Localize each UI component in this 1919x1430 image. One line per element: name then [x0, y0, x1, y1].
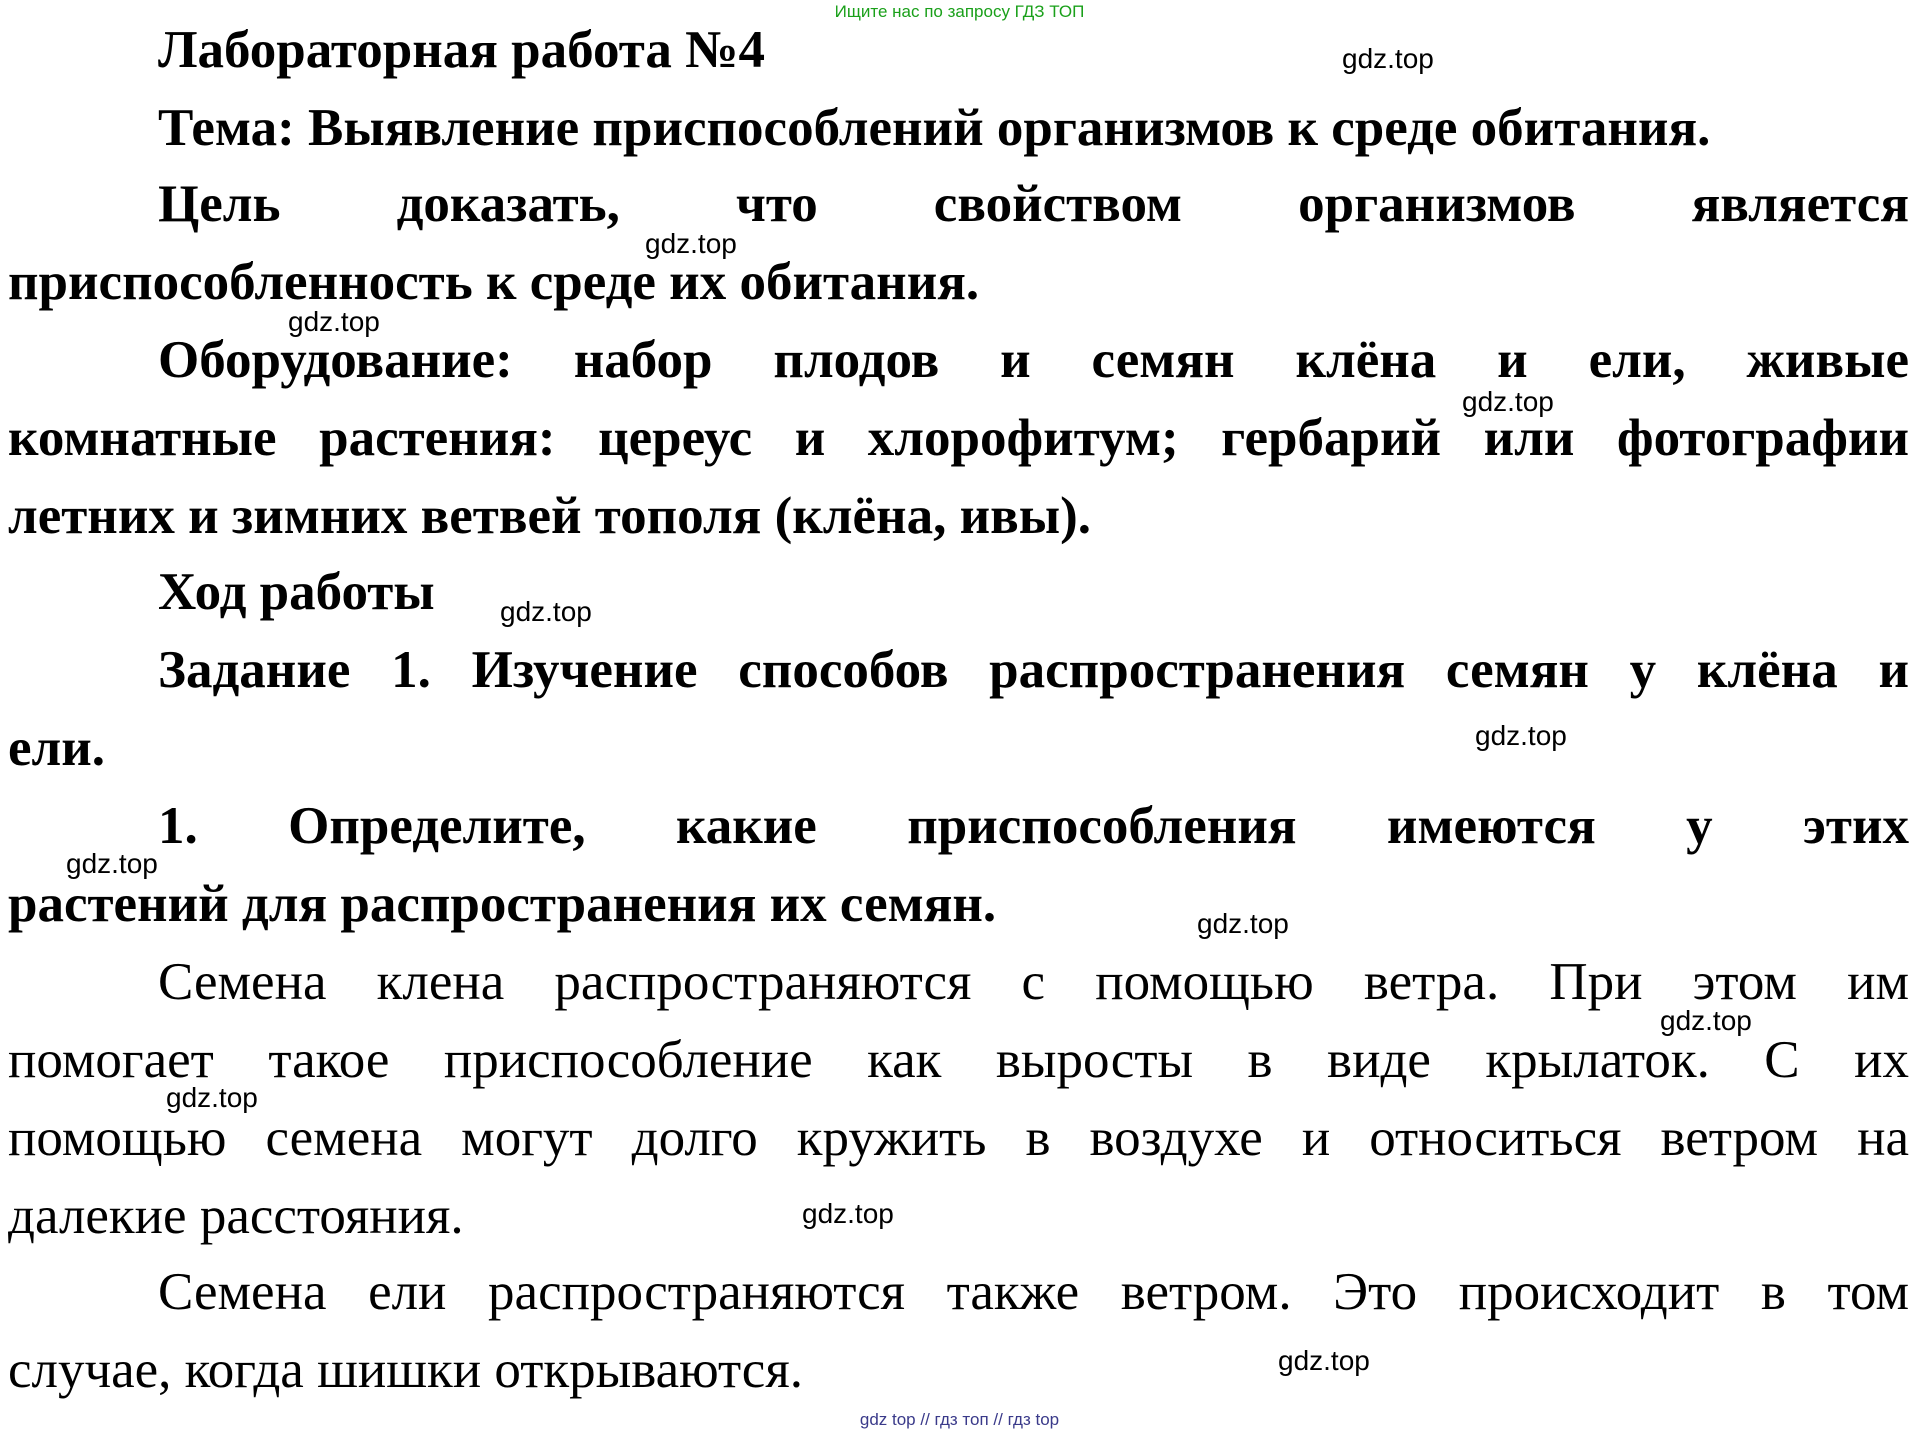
watermark: gdz.top — [288, 306, 380, 337]
answer2-line-2: случае, когда шишки открываются. — [8, 1341, 803, 1399]
watermark: gdz.top — [802, 1198, 894, 1229]
footer-separator: // — [993, 1410, 1003, 1429]
goal-line-1: Цель доказать, что свойством организмов является — [158, 175, 1909, 233]
answer1-line-4: далекие расстояния. — [8, 1187, 464, 1245]
footer-link[interactable]: гдз top — [1007, 1410, 1060, 1429]
watermark: gdz.top — [1278, 1345, 1370, 1376]
watermark: gdz.top — [500, 596, 592, 627]
watermark: gdz.top — [1342, 43, 1434, 74]
equipment-line-2: комнатные растения: цереус и хлорофитум; гербарий или фотографии — [8, 409, 1909, 467]
watermark: gdz.top — [166, 1082, 258, 1113]
footer-separator: // — [920, 1410, 930, 1429]
answer1-line-1: Семена клена распространяются с помощью ветра. При этом им — [158, 953, 1909, 1011]
step1-line-2: растений для распространения их семян. — [8, 875, 997, 933]
watermark: gdz.top — [645, 228, 737, 259]
equipment-line-1: Оборудование: набор плодов и семян клёна и ели, живые — [158, 331, 1909, 389]
answer1-line-2: помогает такое приспособление как выросты в виде крылаток. С их — [8, 1031, 1909, 1089]
page-heading: Лабораторная работа №4 — [158, 21, 765, 79]
watermark: gdz.top — [1197, 908, 1289, 939]
progress-heading: Ход работы — [158, 563, 435, 621]
answer2-line-1: Семена ели распространяются также ветром. Это происходит в том — [158, 1263, 1909, 1321]
watermark: gdz.top — [1475, 720, 1567, 751]
footer-link[interactable]: gdz top — [859, 1410, 916, 1429]
watermark: gdz.top — [1462, 386, 1554, 417]
answer1-line-3: помощью семена могут долго кружить в воздухе и относиться ветром на — [8, 1109, 1909, 1167]
goal-line-2: приспособленность к среде их обитания. — [8, 253, 980, 311]
watermark: gdz.top — [66, 848, 158, 879]
top-banner[interactable]: Ищите нас по запросу ГДЗ ТОП — [834, 2, 1085, 21]
footer-links — [0, 1410, 1919, 1430]
equipment-line-3: летних и зимних ветвей тополя (клёна, ивы). — [8, 487, 1092, 545]
theme-line: Тема: Выявление приспособлений организмов к среде обитания. — [158, 99, 1711, 157]
task1-line-1: Задание 1. Изучение способов распространения семян у клёна и — [158, 641, 1909, 699]
task1-line-2: ели. — [8, 719, 106, 777]
watermark: gdz.top — [1660, 1005, 1752, 1036]
step1-line-1: 1. Определите, какие приспособления имеются у этих — [158, 797, 1909, 855]
footer-link[interactable]: гдз топ — [934, 1410, 989, 1429]
